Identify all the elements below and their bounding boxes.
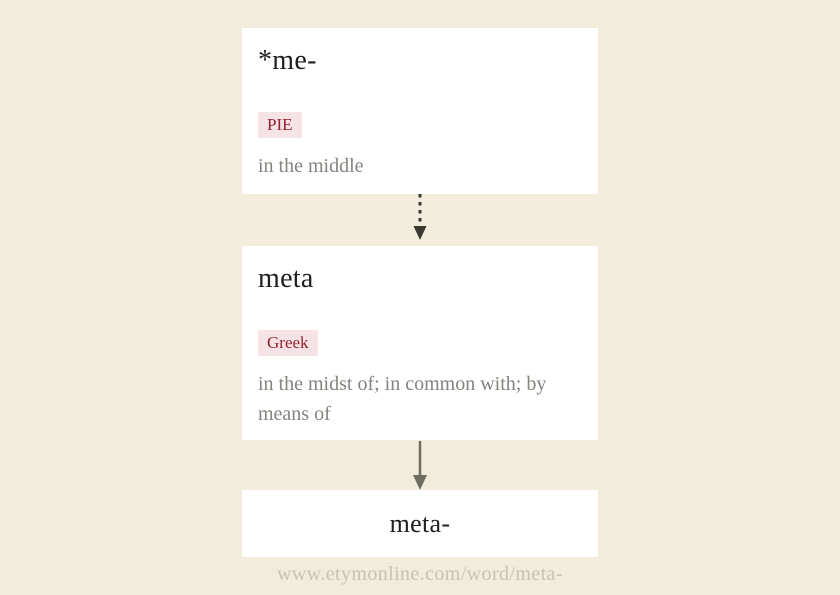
node-description: in the midst of; in common with; by means of (258, 373, 547, 425)
node-title: *me- (258, 45, 317, 76)
etymology-node-intermediate[interactable] (242, 246, 598, 440)
dashed-arrow-down-icon (410, 193, 430, 240)
node-title: meta- (389, 508, 451, 538)
etymology-node-result[interactable] (242, 490, 598, 557)
solid-arrow-down-icon (410, 441, 430, 490)
node-title: meta (258, 263, 314, 294)
language-badge: Greek (258, 330, 318, 356)
etymology-node-root[interactable] (242, 28, 598, 194)
node-description: in the middle (258, 155, 364, 177)
source-url: www.etymonline.com/word/meta- (277, 563, 563, 585)
language-badge: PIE (258, 112, 302, 138)
